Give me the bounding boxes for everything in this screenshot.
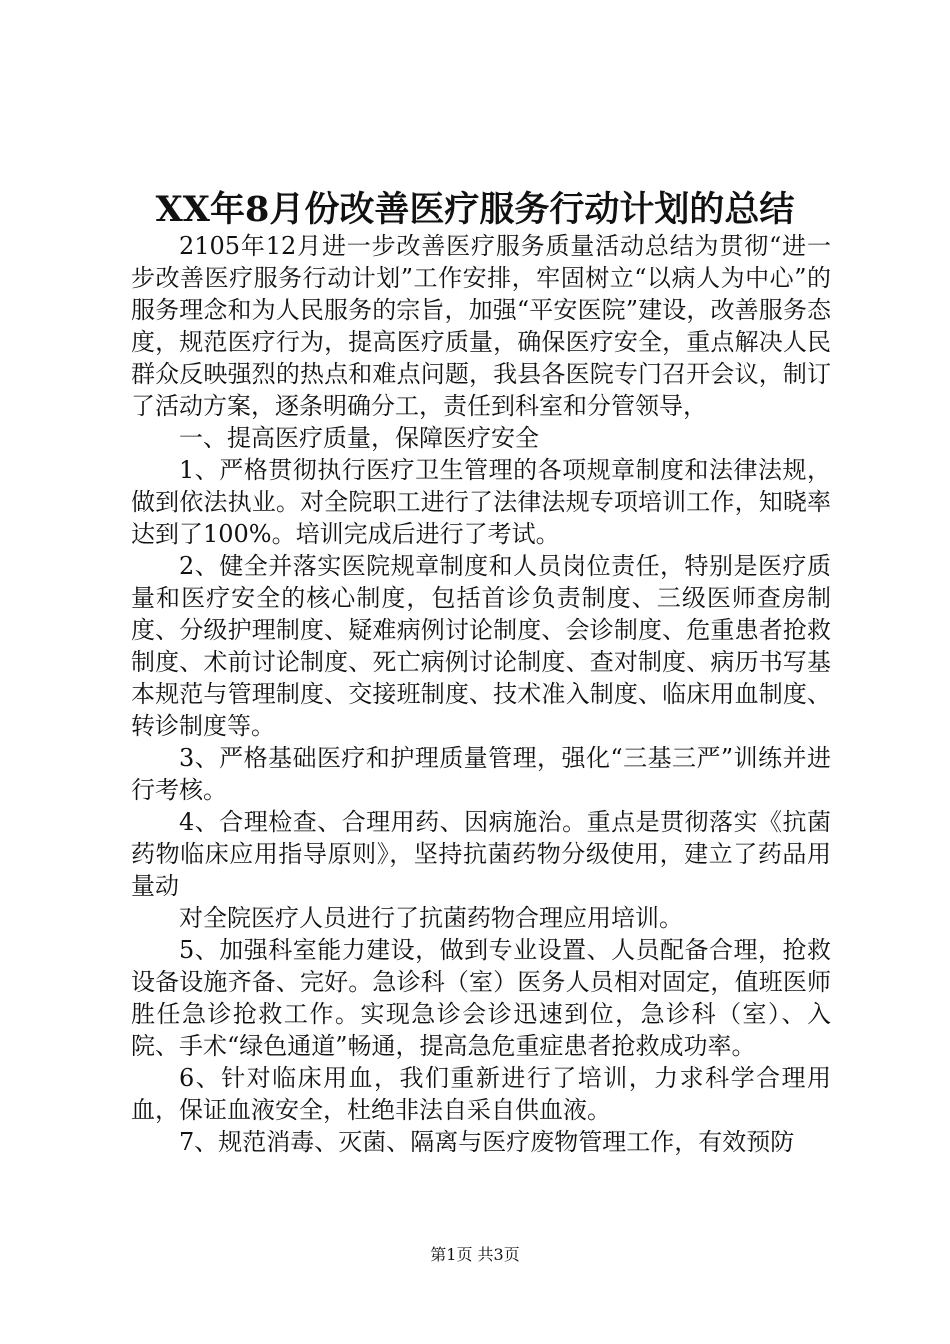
page-footer: 第1页 共3页 bbox=[430, 1245, 520, 1264]
paragraph-item-1: 1、严格贯彻执行医疗卫生管理的各项规章制度和法律法规，做到依法执业。对全院职工进行了法律法规专项培训工作，知晓率达到了100%。培训完成后进行了考试。 bbox=[131, 456, 831, 548]
paragraph-item-5: 5、加强科室能力建设，做到专业设置、人员配备合理，抢救设备设施齐备、完好。急诊科（室）医务人员相对固定，值班医师胜任急诊抢救工作。实现急诊会诊迅速到位，急诊科（室）、入院、手术“绿色通道”畅通，提高急危重症患者抢救成功率。 bbox=[131, 936, 831, 1060]
paragraph-item-6: 6、针对临床用血，我们重新进行了培训，力求科学合理用血，保证血液安全，杜绝非法自采自供血液。 bbox=[131, 1064, 831, 1124]
paragraph-intro: 2105年12月进一步改善医疗服务质量活动总结为贯彻“进一步改善医疗服务行动计划”工作安排，牢固树立“以病人为中心”的服务理念和为人民服务的宗旨，加强“平安医院”建设，改善服务态度，规范医疗行为，提高医疗质量，确保医疗安全，重点解决人民群众反映强烈的热点和难点问题，我县各医院专门召开会议，制订了活动方案，逐条明确分工，责任到科室和分管领导， bbox=[131, 232, 831, 420]
document-body bbox=[131, 230, 831, 1158]
paragraph-item-4-continued: 对全院医疗人员进行了抗菌药物合理应用培训。 bbox=[179, 904, 683, 932]
paragraph-item-2: 2、健全并落实医院规章制度和人员岗位责任，特别是医疗质量和医疗安全的核心制度，包括首诊负责制度、三级医师查房制度、分级护理制度、疑难病例讨论制度、会诊制度、危重患者抢救制度、术前讨论制度、死亡病例讨论制度、查对制度、病历书写基本规范与管理制度、交接班制度、技术准入制度、临床用血制度、转诊制度等。 bbox=[131, 552, 831, 740]
paragraph-section-heading: 一、提高医疗质量，保障医疗安全 bbox=[179, 424, 539, 452]
paragraph-item-7: 7、规范消毒、灭菌、隔离与医疗废物管理工作，有效预防 bbox=[179, 1128, 795, 1156]
paragraph-item-4: 4、合理检查、合理用药、因病施治。重点是贯彻落实《抗菌药物临床应用指导原则》，坚持抗菌药物分级使用，建立了药品用量动 bbox=[131, 808, 831, 900]
document-title: XX年8月份改善医疗服务行动计划的总结 bbox=[155, 189, 795, 230]
paragraph-item-3: 3、严格基础医疗和护理质量管理，强化“三基三严”训练并进行考核。 bbox=[131, 744, 831, 804]
